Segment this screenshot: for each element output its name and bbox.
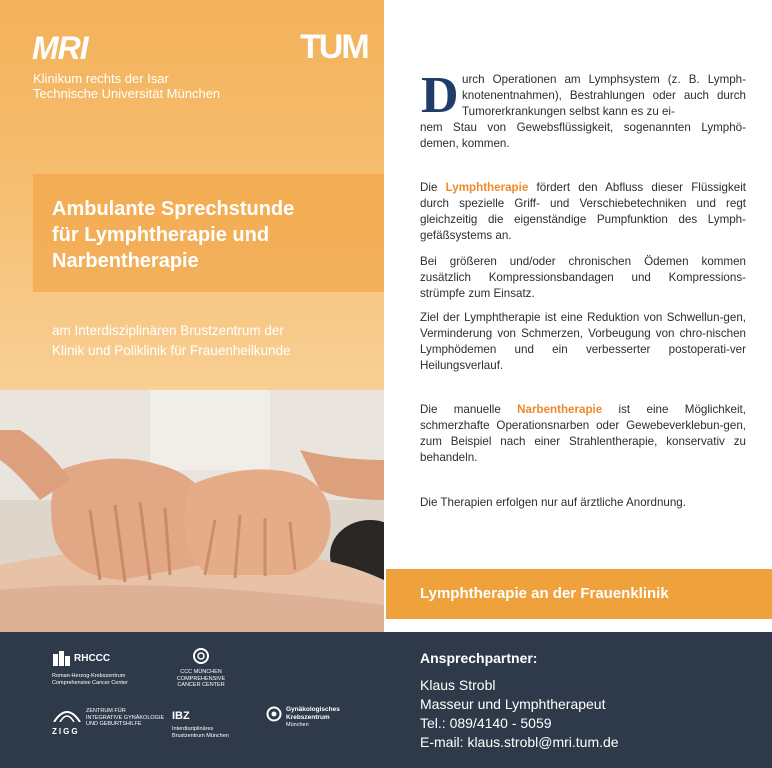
drop-cap: D [421, 67, 459, 124]
spiral-icon [266, 706, 282, 722]
therapy-photo [0, 390, 384, 632]
cover-panel [0, 0, 384, 632]
paragraph-lymphtherapie: Die Lymphtherapie fördert den Abfluss dieser Flüssigkeit durch spezielle Griff- und Verschiebetechniken und regt gleichzeitig die eigenständige Pumpfunktion des Lymph-gefäßsystems an. [420, 181, 746, 242]
page-title: Ambulante Sprechstunde für Lymphtherapie und Narbentherapie [52, 198, 295, 272]
paragraph-narbentherapie: Die manuelle Narbentherapie ist eine Möglichkeit, schmerzhafte Operationsnarben oder Gewebeverklebun-gen, zum Beispiel nach einer Strahlentherapie, konservativ zu behandeln. [420, 403, 746, 464]
paragraph-ziel: Ziel der Lymphtherapie ist eine Reduktion von Schwellun-gen, Verminderung von Schmerzen, Vorbeugung von chro-nischen Lymphödemen und ein verbesserter postoperati-ver Heilungsverlauf. [420, 311, 746, 372]
building-icon [52, 650, 72, 666]
paragraph-kompression: Bei größeren und/oder chronischen Ödemen kommen zusätzlich Kompressionsbandagen und Kompressions-strümpfe zum Einsatz. [420, 255, 746, 300]
ibz-logo: IBZ Interdisziplinäres Brustzentrum München [172, 710, 229, 739]
hands-illustration [0, 390, 384, 632]
highlight-narbentherapie: Narbentherapie [517, 403, 603, 416]
ccc-muenchen-logo: CCC MÜNCHEN COMPREHENSIVE CANCER CENTER [176, 648, 226, 689]
clinic-name: Klinikum rechts der Isar Technische Universität München [33, 71, 221, 101]
page-subtitle: am Interdisziplinären Brustzentrum der Klinik und Poliklinik für Frauenheilkunde [52, 323, 291, 358]
contact-heading: Ansprechpartner: [420, 650, 538, 666]
contact-name: Klaus Strobl [420, 677, 496, 693]
section-band-title: Lymphtherapie an der Frauenklinik [420, 585, 669, 602]
mri-logo: MRI [32, 30, 88, 66]
highlight-lymphtherapie: Lymphtherapie [445, 181, 529, 194]
tum-logo: TUM [300, 28, 368, 66]
ccc-swirl-icon [191, 648, 211, 664]
zigg-logo: ZIGG ZENTRUM FÜR INTEGRATIVE GYNÄKOLOGIE UND GEBURTSHILFE [52, 708, 165, 736]
paragraph-anordnung: Die Therapien erfolgen nur auf ärztliche Anordnung. [420, 496, 686, 509]
contact-phone: Tel.: 089/4140 - 5059 [420, 715, 552, 731]
contact-email[interactable]: E-mail: klaus.strobl@mri.tum.de [420, 734, 619, 750]
gyn-krebszentrum-logo: Gynäkologisches Krebszentrum München [266, 706, 282, 727]
paragraph-intro-a: urch Operationen am Lymphsystem (z. B. Lymph-knotenentnahmen), Bestrahlungen oder auch durch Tumorerkrankungen selbst kann es zu ei- [462, 73, 746, 118]
arch-icon [52, 708, 82, 722]
contact-role: Masseur und Lymphtherapeut [420, 696, 606, 712]
paragraph-intro-b: nem Stau von Gewebsflüssigkeit, sogenannten Lymphö-demen, kommen. [420, 121, 746, 150]
rhccc-logo: RHCCC Roman-Herzog-Krebszentrum Comprehensive Cancer Center [52, 650, 128, 686]
